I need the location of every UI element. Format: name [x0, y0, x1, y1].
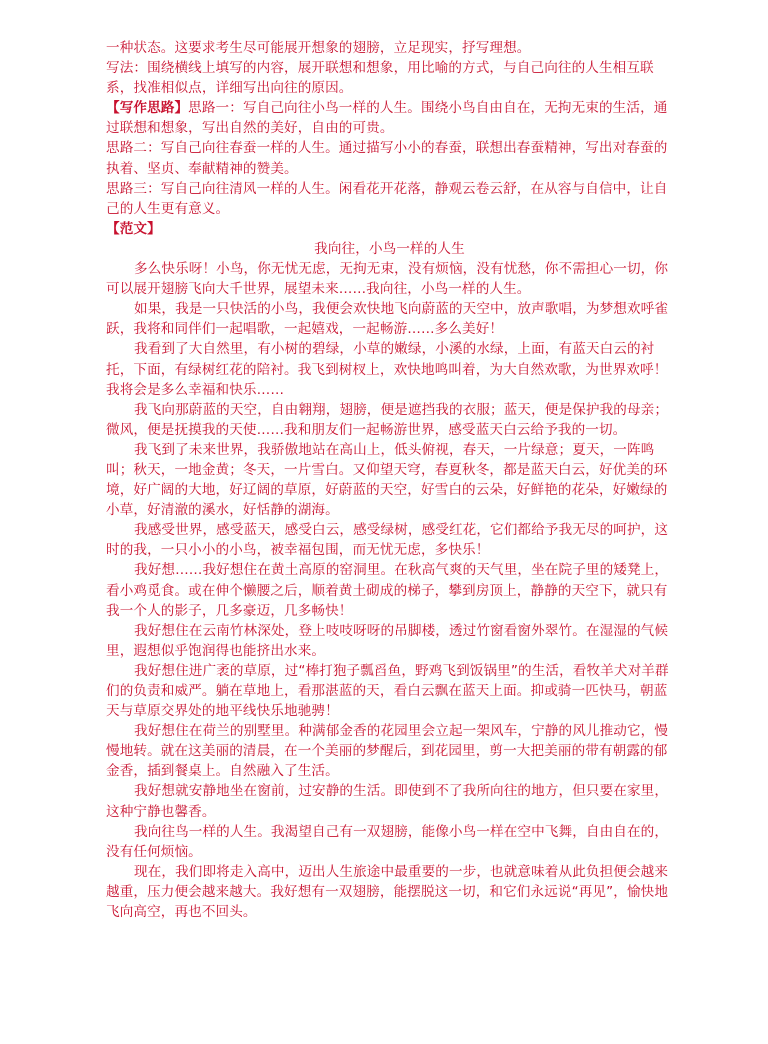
essay-paragraph: 现在，我们即将走入高中，迈出人生旅途中最重要的一步，也就意味着从此负担便会越来越重，压力便会越来越大。我好想有一双翅膀，能摆脱这一切，和它们永远说“再见”，愉快地飞向高空，再也不回头。: [106, 863, 669, 921]
essay-paragraph: 我飞到了未来世界，我骄傲地站在高山上，低头俯视，春天，一片绿意；夏天，一阵鸣叫；秋天，一地金黄；冬天，一片雪白。又仰望天穹，春夏秋冬，都是蓝天白云，好优美的环境，好广阔的大地，好辽阔的草原，好蔚蓝的天空，好雪白的云朵，好鲜艳的花朵，好嫩绿的小草，好清澈的溪水，好恬静的湖海。: [106, 441, 668, 519]
essay-paragraph: 多么快乐呀！小鸟，你无忧无虑，无拘无束，没有烦恼，没有忧愁，你不需担心一切，你可以展开翅膀飞向大千世界，展望未来……我向往，小鸟一样的人生。: [106, 261, 669, 298]
route-one: [106, 98, 673, 138]
essay-paragraph: 如果，我是一只快活的小鸟，我便会欢快地飞向蔚蓝的天空中，放声歌唱，为梦想欢呼雀跃，我将和同伴们一起唱歌，一起嬉戏，一起畅游……多么美好！: [106, 301, 669, 338]
intro-method: 写法：围绕横线上填写的内容，展开联想和想象，用比喻的方式，与自己向往的人生相互联系，找准相似点，详细写出向往的原因。: [106, 60, 654, 97]
essay-paragraph: 我飞向那蔚蓝的天空，自由翱翔，翅膀，便是遮挡我的衣服；蓝天，便是保护我的母亲；微风，便是抚摸我的天使……我和朋友们一起畅游世界，感受蓝天白云给予我的一切。: [106, 401, 669, 438]
essay-paragraph: 我向往鸟一样的人生。我渴望自己有一双翅膀，能像小鸟一样在空中飞舞，自由自在的，没有任何烦恼。: [106, 823, 669, 860]
route-one-text: 思路一：写自己向往小鸟一样的人生。围绕小鸟自由自在，无拘无束的生活，通过联想和想象，写出自然的美好，自由的可贵。: [106, 100, 668, 137]
essay-title: 我向往，小鸟一样的人生: [314, 240, 465, 257]
essay-paragraph: 我好想……我好想住在黄土高原的窑洞里。在秋高气爽的天气里，坐在院子里的矮凳上，看小鸡觅食。或在伸个懒腰之后，顺着黄土砌成的梯子，攀到房顶上，静静的天空下，就只有我一个人的影子，几多豪迈，几多畅快！: [106, 562, 669, 619]
essay-paragraph: 我感受世界，感受蓝天，感受白云，感受绿树，感受红花，它们都给予我无尽的呵护，这时的我，一只小小的小鸟，被幸福包围，而无忧无虑，多快乐！: [106, 522, 669, 559]
route-three: 思路三：写自己向往清风一样的人生。闲看花开花落，静观云卷云舒，在从容与自信中，让自己的人生更有意义。: [106, 180, 668, 217]
intro-line: 一种状态。这要求考生尽可能展开想象的翅膀，立足现实，抒写理想。: [106, 40, 531, 56]
route-two: 思路二：写自己向往春蚕一样的人生。通过描写小小的春蚕，联想出春蚕精神，写出对春蚕的执着、坚贞、奉献精神的赞美。: [106, 140, 668, 177]
essay-paragraph: 我看到了大自然里，有小树的碧绿，小草的嫩绿，小溪的水绿，上面，有蓝天白云的衬托，下面，有绿树红花的陪衬。我飞到树杈上，欢快地鸣叫着，为大自然欢歌，为世界欢呼！我将会是多么幸福和快乐……: [106, 341, 668, 398]
essay-paragraph: 我好想住进广袤的草原，过“棒打狍子瓢舀鱼，野鸡飞到饭锅里”的生活，看牧羊犬对羊群们的负责和威严。躺在草地上，看那湛蓝的天，看白云飘在蓝天上面。抑或骑一匹快马，朝蓝天与草原交界处的地平线快乐地驰骋！: [106, 662, 669, 720]
essay-paragraph: 我好想就安静地坐在窗前，过安静的生活。即使到不了我所向往的地方，但只要在家里，这种宁静也馨香。: [106, 783, 669, 820]
route-heading: 【写作思路】: [106, 100, 189, 117]
essay-paragraph: 我好想住在荷兰的别墅里。种满郁金香的花园里会立起一架风车，宁静的风儿推动它，慢慢地转。就在这美丽的清晨，在一个美丽的梦醒后，到花园里，剪一大把美丽的带有朝露的郁金香，插到餐桌上。自然融入了生活。: [106, 723, 669, 780]
essay-paragraph: 我好想住在云南竹林深处，登上吱吱呀呀的吊脚楼，透过竹窗看窗外翠竹。在湿湿的气候里，遐想似乎饱润得也能挤出水来。: [106, 622, 669, 659]
sample-heading: 【范文】: [106, 220, 161, 237]
